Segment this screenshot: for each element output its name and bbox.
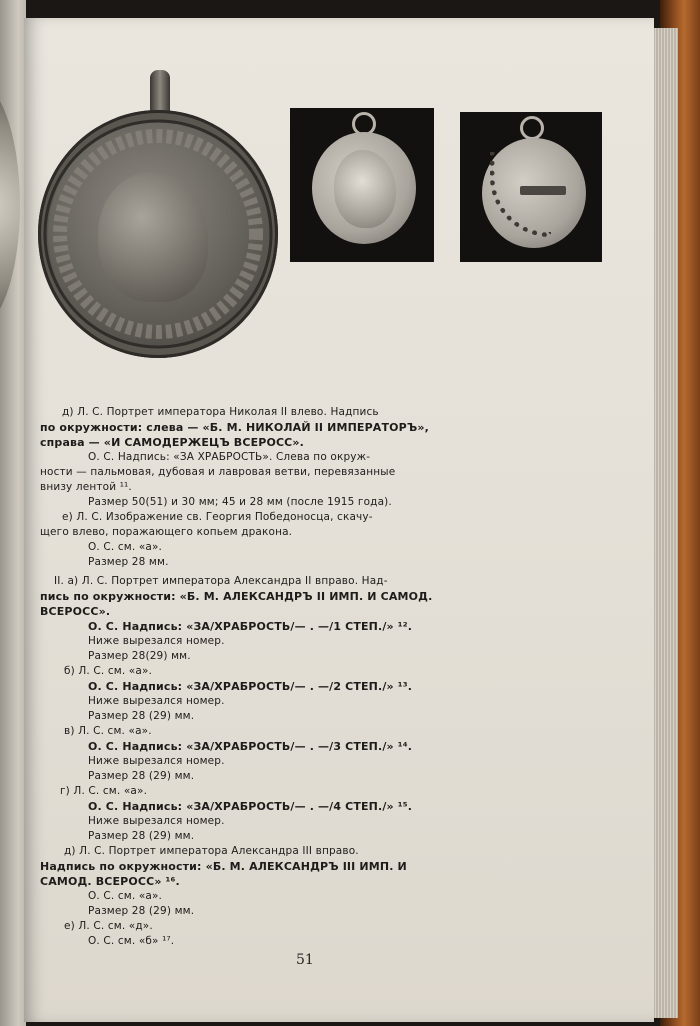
text-line: е) Л. С. см. «д». — [64, 920, 153, 932]
text-line: в) Л. С. см. «а». — [64, 725, 152, 737]
text-line: д) Л. С. Портрет императора Николая II влево. Надпись — [62, 406, 379, 418]
text-line: О. С. Надпись: «ЗА/ХРАБРОСТЬ/— . —/4 СТЕП./» ¹⁵. — [88, 800, 413, 813]
text-line: по окружности: слева — «Б. М. НИКОЛАЙ II ИМПЕРАТОРЪ», — [40, 421, 429, 434]
text-line: II. а) Л. С. Портрет императора Александра II вправо. Над- — [54, 575, 388, 587]
facing-page — [0, 0, 26, 1026]
text-line: Размер 28(29) мм. — [88, 650, 191, 662]
book-page — [24, 18, 654, 1022]
text-line: пись по окружности: «Б. М. АЛЕКСАНДРЪ II ИМП. И САМОД. — [40, 590, 433, 603]
text-line: Размер 28 (29) мм. — [88, 905, 195, 917]
text-line: справа — «И САМОДЕРЖЕЦЪ ВСЕРОСС». — [40, 436, 304, 449]
text-line: О. С. см. «а». — [88, 890, 163, 902]
page-stack-edge — [652, 28, 678, 1018]
text-line: Размер 28 (29) мм. — [88, 830, 195, 842]
text-line: О. С. Надпись: «ЗА/ХРАБРОСТЬ/— . —/3 СТЕП./» ¹⁴. — [88, 740, 413, 753]
text-line: Размер 28 (29) мм. — [88, 770, 195, 782]
text-line: е) Л. С. Изображение св. Георгия Победоносца, скачу- — [62, 511, 373, 523]
page-text — [24, 18, 654, 1022]
text-line: Ниже вырезался номер. — [88, 755, 225, 767]
text-line: г) Л. С. см. «а». — [60, 785, 148, 797]
text-line: О. С. Надпись: «ЗА/ХРАБРОСТЬ/— . —/2 СТЕП./» ¹³. — [88, 680, 413, 693]
text-line: Ниже вырезался номер. — [88, 815, 225, 827]
facing-page-medal-image — [0, 80, 20, 330]
text-line: ности — пальмовая, дубовая и лавровая ветви, перевязанные — [40, 466, 396, 478]
text-line: САМОД. ВСЕРОСС» ¹⁶. — [40, 875, 180, 888]
text-line: Размер 28 мм. — [88, 556, 169, 568]
text-line: О. С. Надпись: «ЗА/ХРАБРОСТЬ/— . —/1 СТЕП./» ¹². — [88, 620, 413, 633]
text-line: Надпись по окружности: «Б. М. АЛЕКСАНДРЪ III ИМП. И — [40, 860, 407, 873]
text-line: ВСЕРОСС». — [40, 605, 111, 618]
text-line: внизу лентой ¹¹. — [40, 481, 132, 493]
text-line: О. С. Надпись: «ЗА ХРАБРОСТЬ». Слева по окруж- — [88, 451, 371, 463]
page-number: 51 — [296, 952, 314, 968]
text-line: Ниже вырезался номер. — [88, 695, 225, 707]
text-line: О. С. см. «б» ¹⁷. — [88, 935, 175, 947]
text-line: д) Л. С. Портрет императора Александра III вправо. — [64, 845, 359, 857]
text-line: б) Л. С. см. «а». — [64, 665, 153, 677]
text-line: Ниже вырезался номер. — [88, 635, 225, 647]
text-line: Размер 28 (29) мм. — [88, 710, 195, 722]
text-line: О. С. см. «а». — [88, 541, 163, 553]
text-line: щего влево, поражающего копьем дракона. — [40, 526, 293, 538]
text-line: Размер 50(51) и 30 мм; 45 и 28 мм (после 1915 года). — [88, 496, 392, 508]
